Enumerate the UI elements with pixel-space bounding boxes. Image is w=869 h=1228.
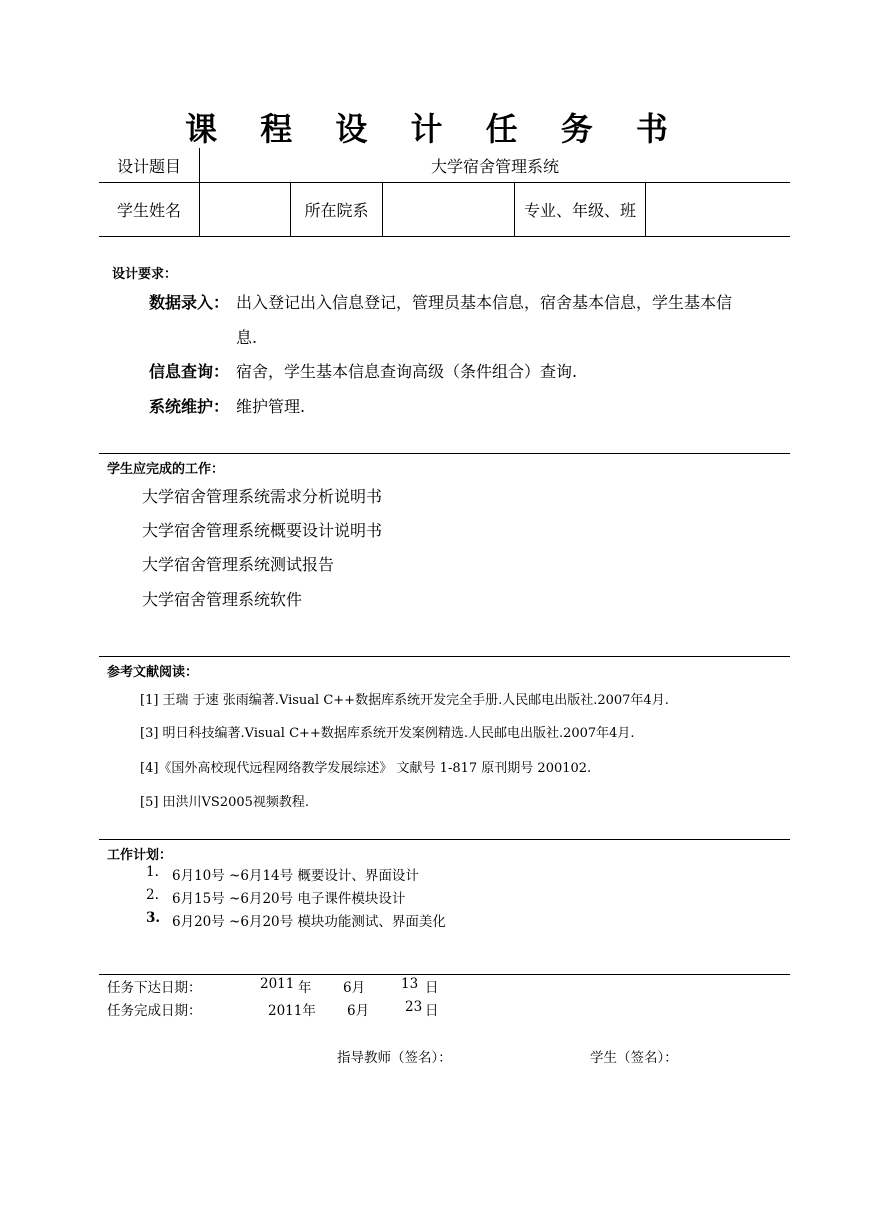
complete-day-unit: 日: [425, 1003, 439, 1019]
work-item: 大学宿舍管理系统测试报告: [142, 555, 335, 574]
plan-heading: 工作计划：: [107, 848, 173, 863]
work-item: 大学宿舍管理系统概要设计说明书: [142, 521, 383, 540]
requirement-text: 出入登记出入信息登记，管理员基本信息，宿舍基本信息，学生基本信: [236, 293, 733, 312]
assign-day-unit: 日: [425, 980, 439, 996]
table-bottom-border: [99, 236, 790, 237]
plan-item-text: 6月20号 ~6月20号 模块功能测试、界面美化: [172, 914, 446, 930]
work-item: 大学宿舍管理系统需求分析说明书: [142, 487, 383, 506]
requirement-text: 宿舍，学生基本信息查询高级（条件组合）查询.: [236, 362, 578, 381]
topic-value: 大学宿舍管理系统: [430, 156, 559, 176]
work-item: 大学宿舍管理系统软件: [142, 590, 303, 609]
major-label: 专业、年级、班: [523, 201, 636, 220]
section-divider: [99, 656, 790, 657]
reference-item: [3] 明日科技编著.Visual C++数据库系统开发案例精选.人民邮电出版社.2007年4月.: [140, 726, 635, 741]
complete-day: 23: [405, 999, 423, 1015]
student-signature-label: 学生（签名）：: [590, 1050, 678, 1066]
requirement-text: 维护管理.: [236, 397, 306, 416]
reference-item: [4]《国外高校现代远程网络教学发展综述》 文献号 1-817 原刊期号 200102.: [140, 761, 592, 776]
assign-date-label: 任务下达日期：: [107, 980, 202, 996]
references-heading: 参考文献阅读：: [107, 665, 199, 680]
plan-item-number: 2.: [146, 887, 159, 903]
section-divider: [99, 453, 790, 454]
assign-month: 6月: [343, 980, 366, 996]
page-title: 课 程 设 计 任 务 书: [185, 110, 684, 148]
topic-label: 设计题目: [116, 156, 181, 176]
reference-item: [5] 田洪川VS2005视频教程.: [140, 795, 310, 810]
requirements-heading: 设计要求：: [112, 267, 178, 282]
student-name-value: [200, 183, 290, 236]
assign-day: 13: [401, 976, 419, 992]
teacher-signature-label: 指导教师（签名）：: [337, 1050, 452, 1066]
major-value: [646, 183, 790, 236]
requirement-text-continued: 息.: [236, 328, 258, 347]
complete-date-label: 任务完成日期：: [107, 1003, 202, 1019]
work-heading: 学生应完成的工作：: [107, 462, 225, 477]
complete-month: 6月: [347, 1003, 370, 1019]
requirement-key: 系统维护：: [149, 397, 230, 416]
assign-year-unit: 年: [298, 980, 312, 996]
plan-item-number: 3.: [146, 910, 161, 926]
plan-item-text: 6月15号 ~6月20号 电子课件模块设计: [172, 891, 406, 907]
requirement-key: 数据录入：: [149, 293, 230, 312]
plan-item-text: 6月10号 ~6月14号 概要设计、界面设计: [172, 868, 419, 884]
section-divider: [99, 974, 790, 975]
reference-item: [1] 王瑞 于速 张雨编著.Visual C++数据库系统开发完全手册.人民邮电出版社.2007年4月.: [140, 693, 669, 708]
plan-item-number: 1.: [146, 864, 159, 880]
section-divider: [99, 839, 790, 840]
assign-year: 2011: [260, 976, 295, 992]
complete-year: 2011年: [268, 1003, 316, 1019]
department-label: 所在院系: [304, 201, 369, 220]
requirement-key: 信息查询：: [149, 362, 230, 381]
student-name-label: 学生姓名: [116, 201, 181, 220]
department-value: [383, 183, 514, 236]
